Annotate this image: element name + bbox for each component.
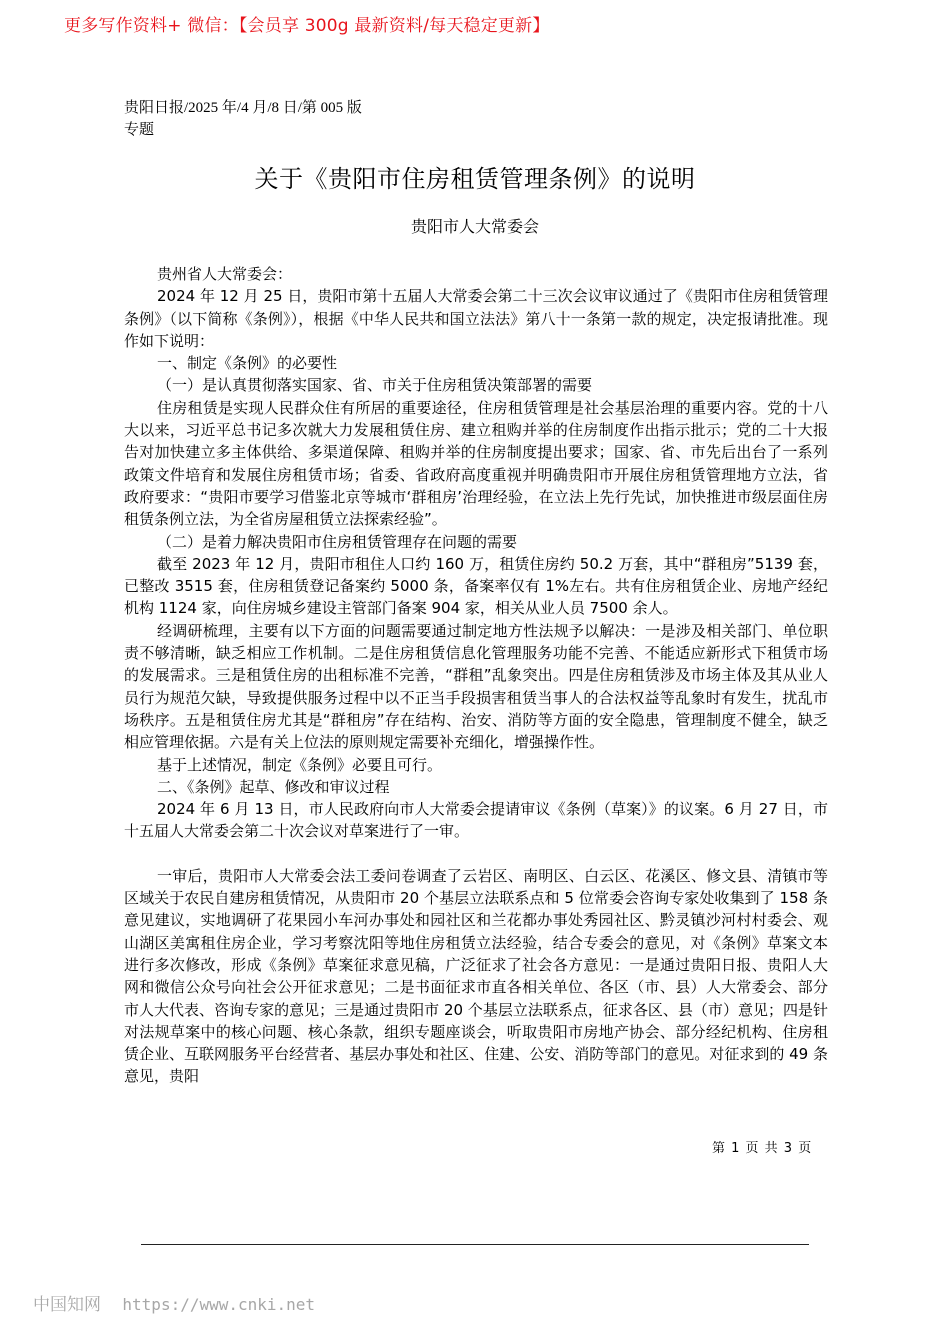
body-paragraph: 经调研梳理，主要有以下方面的问题需要通过制定地方性法规予以解决：一是涉及相关部门、单位职责不够清晰，缺乏相应工作机制。二是住房租赁信息化管理服务功能不完善、不能适应新形式下租赁市场的发展需求。三是租赁住房的出租标准不完善，“群租”乱象突出。四是住房租赁涉及市场主体及其从业人员行为规范欠缺，导致提供服务过程中以不正当手段损害租赁当事人的合法权益等乱象时有发生，扰乱市场秩序。五是租赁住房尤其是“群租房”存在结构、治安、消防等方面的安全隐患，管理制度不健全，缺乏相应管理依据。六是有关上位法的原则规定需要补充细化，增强操作性。 — [124, 621, 828, 752]
footer-divider — [141, 1244, 809, 1245]
body-paragraph: 住房租赁是实现人民群众住有所居的重要途径，住房租赁管理是社会基层治理的重要内容。党的十八大以来，习近平总书记多次就大力发展租赁住房、建立租购并举的住房制度作出指示批示；党的二十大报告对加快建立多主体供给、多渠道保障、租购并举的住房制度提出要求；国家、省、市先后出台了一系列政策文件培育和发展住房租赁市场；省委、省政府高度重视并明确贵阳市开展住房租赁管理地方立法，省政府要求：“贵阳市要学习借鉴北京等城市‘群租房’治理经验，在立法上先行先试，加快推进市级层面住房租赁条例立法，为全省房屋租赁立法探索经验”。 — [124, 398, 828, 529]
document-author: 贵阳市人大常委会 — [410, 217, 539, 236]
cnki-url[interactable]: https://www.cnki.net — [122, 1295, 316, 1314]
body-paragraph: 2024 年 6 月 13 日，市人民政府向市人大常委会提请审议《条例（草案）》的议案。6 月 27 日，市十五届人大常委会第二十次会议对草案进行了一审。 — [124, 800, 828, 841]
section-heading: 二、《条例》起草、修改和审议过程 — [157, 777, 390, 796]
subsection-heading: （二）是着力解决贵阳市住房租赁管理存在问题的需要 — [157, 532, 518, 551]
subsection-heading: （一）是认真贯彻落实国家、省、市关于住房租赁决策部署的需要 — [157, 376, 593, 395]
promo-banner: 更多写作资料+ 微信：【会员享 300g 最新资料/每天稳定更新】 — [64, 16, 550, 36]
salutation: 贵州省人大常委会： — [157, 265, 293, 283]
body-paragraph: 2024 年 12 月 25 日，贵阳市第十五届人大常委会第二十三次会议审议通过了《贵阳市住房租赁管理条例》（以下简称《条例》），根据《中华人民共和国立法法》第八十一条第一款的规定，决定报请批准。现作如下说明： — [124, 287, 828, 350]
source-citation: 贵阳日报/2025 年/4 月/8 日/第 005 版专题 — [124, 100, 362, 138]
body-paragraph: 截至 2023 年 12 月，贵阳市租住人口约 160 万，租赁住房约 50.2 万套，其中“群租房”5139 套，已整改 3515 套，住房租赁登记备案约 5000 条，备案率仅有 1%左右。共有住房租赁企业、房地产经纪机构 1124 家，向住房城乡建设主管部门备案 904 家，相关从业人员 7500 余人。 — [124, 554, 828, 618]
document-body — [124, 263, 828, 1088]
document-title: 关于《贵阳市住房租赁管理条例》的说明 — [254, 165, 696, 193]
cnki-site-name: 中国知网 — [33, 1295, 101, 1315]
footer-watermark — [33, 1293, 315, 1317]
page-indicator: 第 1 页 共 3 页 — [712, 1141, 813, 1156]
section-heading: 一、制定《条例》的必要性 — [157, 354, 338, 373]
body-paragraph: 一审后，贵阳市人大常委会法工委问卷调查了云岩区、南明区、白云区、花溪区、修文县、清镇市等区域关于农民自建房租赁情况，从贵阳市 20 个基层立法联系点和 5 位常委会咨询专家处收集到了 158 条意见建议，实地调研了花果园小车河办事处和园社区和兰花都办事处秀园社区、黔灵镇沙河村村委会、观山湖区美寓租住房企业，学习考察沈阳等地住房租赁立法经验，结合专委会的意见，对《条例》草案文本进行多次修改，形成《条例》草案征求意见稿，广泛征求了社会各方意见：一是通过贵阳日报、贵阳人大网和微信公众号向社会公开征求意见；二是书面征求市直各相关单位、各区（市、县）人大常委会、部分市人大代表、咨询专家的意见；三是通过贵阳市 20 个基层立法联系点，征求各区、县（市）意见；四是针对法规草案中的核心问题、核心条款，组织专题座谈会，听取贵阳市房地产协会、部分经纪机构、住房租赁企业、互联网服务平台经营者、基层办事处和社区、住建、公安、消防等部门的意见。对征求到的 49 条意见，贵阳 — [124, 866, 828, 1086]
body-paragraph: 基于上述情况，制定《条例》必要且可行。 — [157, 755, 443, 774]
